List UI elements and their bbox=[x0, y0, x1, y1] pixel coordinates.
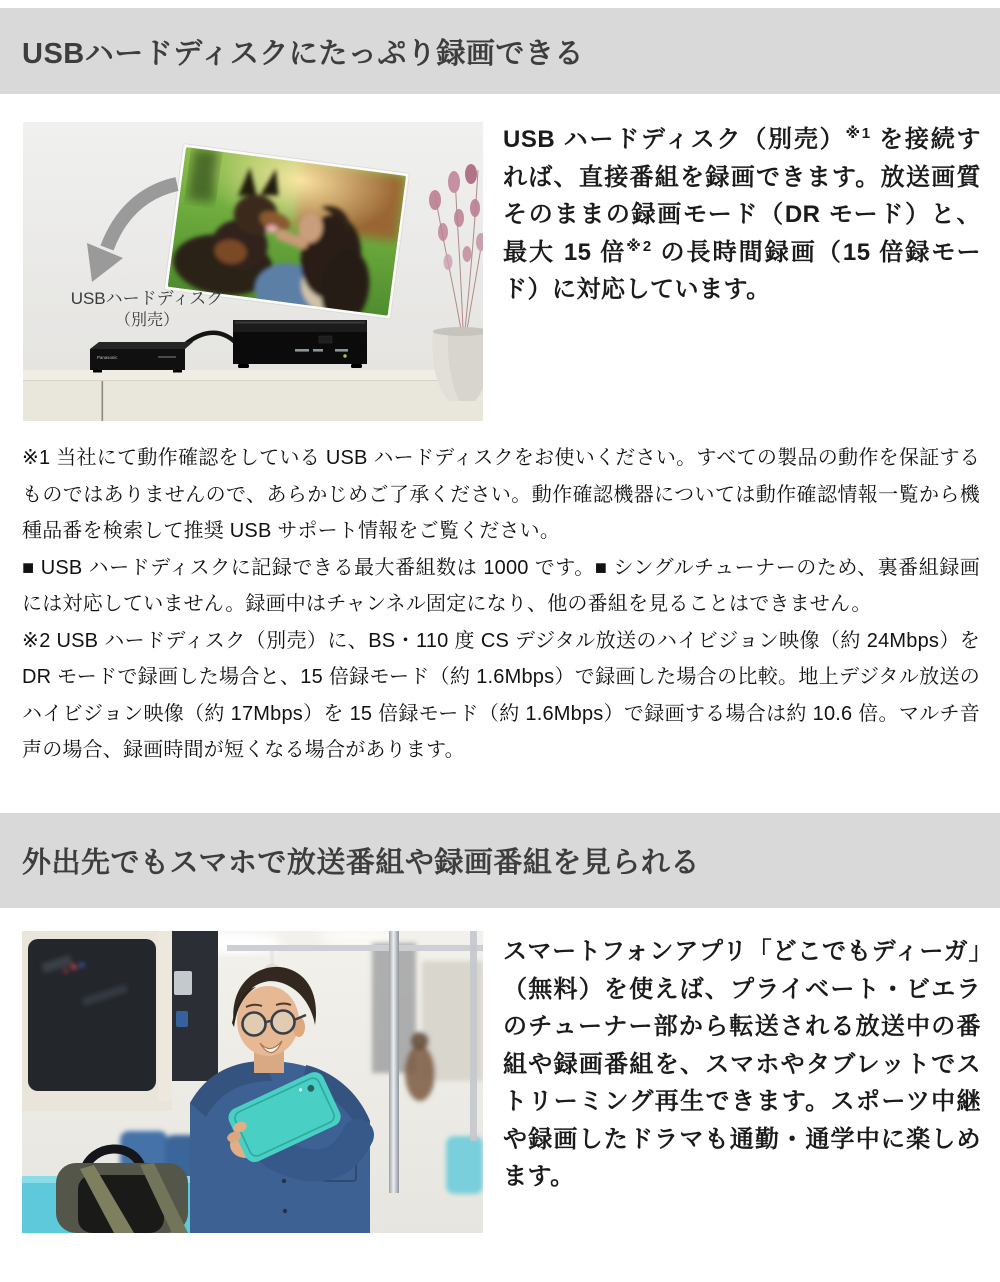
tuner-led bbox=[343, 354, 346, 357]
train-scene-svg bbox=[22, 931, 483, 1233]
usb-hdd-scene-svg bbox=[23, 122, 483, 421]
usb-hdd-device bbox=[90, 342, 193, 373]
section2-heading-bar bbox=[0, 813, 1000, 908]
distant-passenger bbox=[405, 1045, 435, 1101]
tuner-device bbox=[233, 320, 367, 368]
vertical-pole-2 bbox=[470, 931, 477, 1141]
section2-heading: 外出先でもスマホで放送番組や録画番組を見られる bbox=[22, 847, 700, 879]
vertical-pole bbox=[389, 931, 399, 1193]
usb-hdd-label-line2: （別売） bbox=[114, 312, 180, 329]
section2-paragraph: スマートフォンアプリ「どこでもディーガ」（無料）を使えば、プライベート・ビエラのチューナー部から転送される放送中の番組や録画番組を、スマホやタブレットでストリーミング再生できます。スポーツ中継や録画したドラマも通勤・通学中に楽しめます。 bbox=[503, 938, 981, 1190]
usb-hdd-scene-image bbox=[23, 122, 483, 421]
section1-footnotes bbox=[22, 440, 980, 769]
paragraph-text: の長時間録画（15 倍録モード）に対応しています。 bbox=[503, 238, 981, 303]
shelf-front bbox=[23, 381, 483, 421]
section1-paragraph bbox=[503, 121, 981, 309]
footnote-ref-1: ※1 bbox=[845, 125, 871, 142]
tuner-sensor-window bbox=[319, 336, 332, 343]
train-window-2 bbox=[172, 931, 218, 1081]
paragraph-text: USB ハードディスク（別売） bbox=[503, 126, 846, 153]
far-seats bbox=[446, 1136, 483, 1194]
usb-hdd-label-line1: USBハードディスク bbox=[70, 289, 224, 308]
footnote-2: ※2 USB ハードディスク（別売）に、BS・110 度 CS デジタル放送のハイビジョン映像（約 24Mbps）を DR モードで録画した場合と、15 倍録モード（約 1.6Mbps）で録画した場合の比較。地上デジタル放送のハイビジョン映像（約 17Mbps）を 15 倍録モード（約 1.6Mbps）で録画する場合は約 10.6 倍。マルチ音声の場合、録画時間が短くなる場合があります。 bbox=[22, 629, 980, 761]
train-scene-image bbox=[22, 931, 483, 1233]
paragraph-text: を接続すれば、直接番組を録画できます。放送画質そのままの録画モード（DR モード）と、最大 15 倍 bbox=[503, 126, 981, 266]
section1-heading: USBハードディスクにたっぷり録画できる bbox=[22, 37, 584, 70]
horizontal-rail bbox=[227, 945, 483, 951]
window-sticker bbox=[174, 971, 192, 995]
section1-heading-bar bbox=[0, 8, 1000, 94]
shelf-seam bbox=[102, 381, 104, 421]
hdd-brand-text: Panasonic bbox=[97, 355, 118, 360]
footnote-1: ※1 当社にて動作確認をしている USB ハードディスクをお使いください。すべての製品の動作を保証するものではありませんので、あらかじめご了承ください。動作確認機器については動作確認情報一覧から機種品番を検索して推奨 USB サポート情報をご覧ください。 bbox=[22, 447, 980, 542]
footnote-bullets: ■ USB ハードディスクに記録できる最大番組数は 1000 です。■ シングルチューナーのため、裏番組録画には対応していません。録画中はチャンネル固定になり、他の番組を見ることはできません。 bbox=[22, 556, 980, 615]
footnote-ref-2: ※2 bbox=[626, 237, 652, 255]
